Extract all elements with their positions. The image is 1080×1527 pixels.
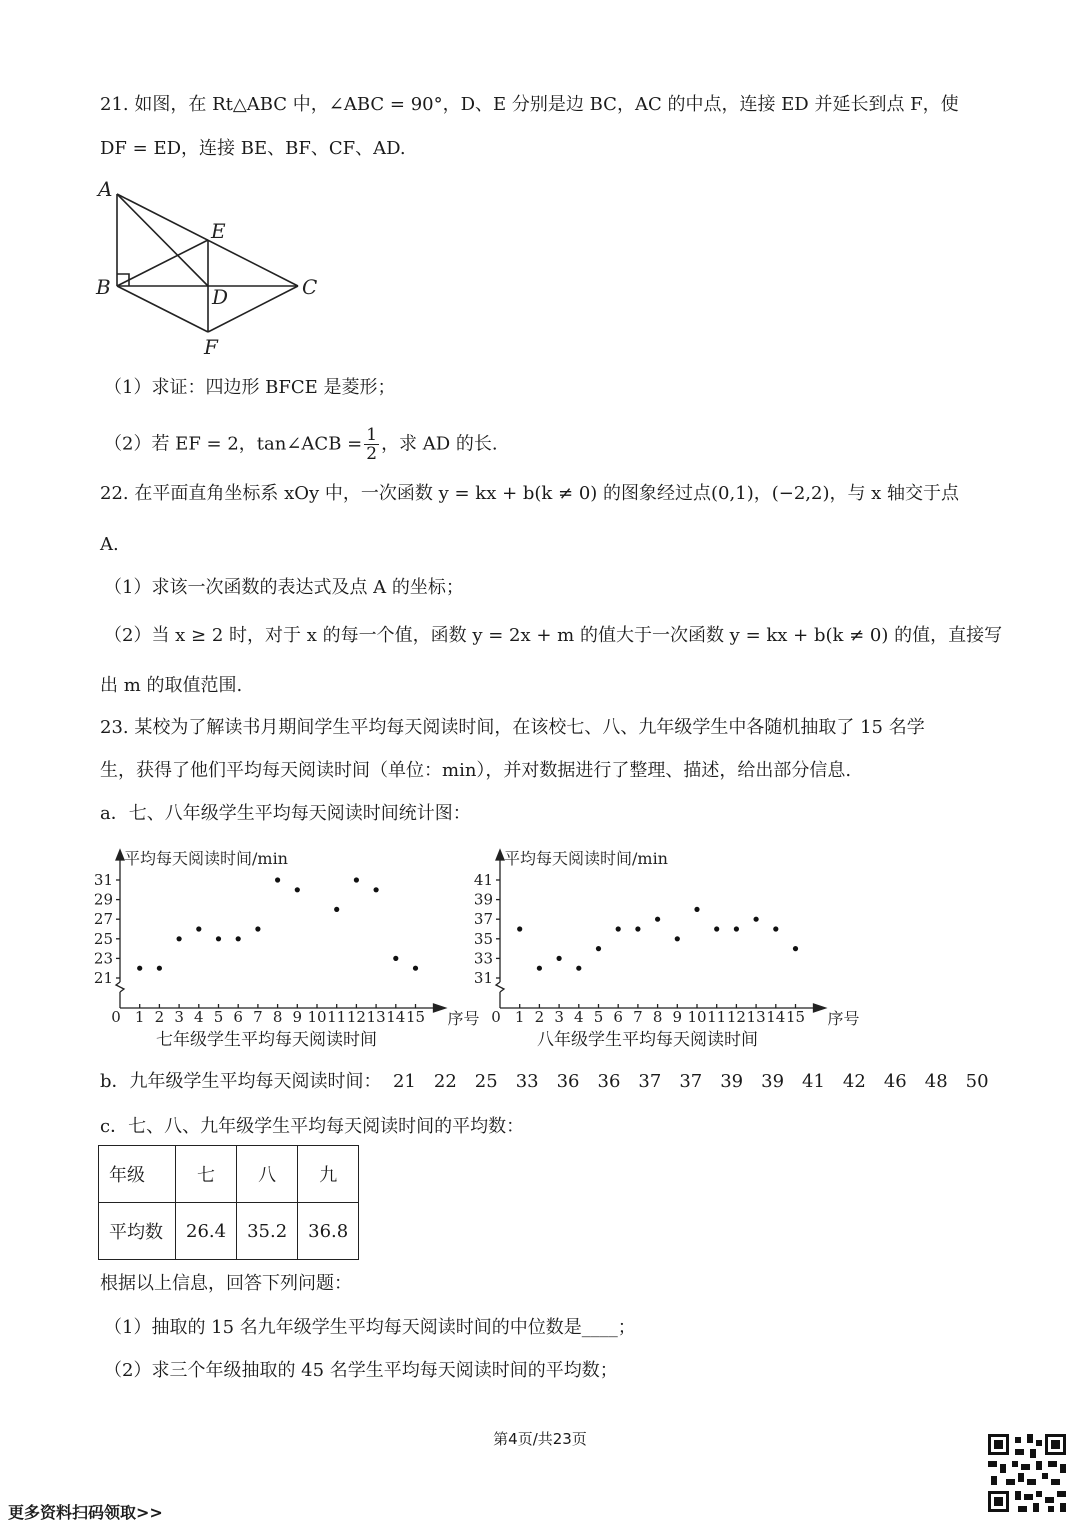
data-point (236, 936, 241, 941)
x-tick-label: 2 (534, 1008, 545, 1026)
y-axis-arrow (496, 850, 504, 860)
axes (116, 850, 446, 1012)
point-label-b: B (96, 275, 111, 299)
table-cell: 年级 (99, 1146, 176, 1203)
table-row (99, 1146, 359, 1203)
data-point (576, 966, 581, 971)
x-tick-label: 1 (514, 1008, 525, 1026)
segment-ad (117, 194, 208, 286)
y-axis-label: 平均每天阅读时间/min (124, 849, 288, 868)
q22-stem-line1: 22. 在平面直角坐标系 xOy 中，一次函数 y = kx + b(k ≠ 0) 的图象经过点(0,1)，(−2,2)，与 x 轴交于点 (100, 483, 960, 504)
x-tick-label: 8 (272, 1008, 283, 1026)
q22-part1: （1）求该一次函数的表达式及点 A 的坐标； (104, 577, 464, 598)
x-tick-label: 4 (574, 1008, 584, 1026)
q21-part2-pre: （2）若 EF = 2，tan∠ACB = (104, 433, 363, 455)
y-tick-label: 21 (93, 969, 113, 987)
x-tick-label: 5 (213, 1008, 224, 1026)
x-tick-label: 9 (292, 1008, 303, 1026)
y-tick-label: 23 (93, 949, 113, 968)
point-label-f: F (204, 335, 218, 359)
x-tick-label: 11 (707, 1008, 727, 1026)
data-point (216, 936, 221, 941)
axis-break-mark (116, 982, 124, 992)
y-tick-label: 33 (473, 949, 493, 968)
data-point (773, 926, 778, 931)
q21-part1: （1）求证：四边形 BFCE 是菱形； (104, 377, 396, 398)
point-label-a: A (98, 177, 113, 201)
x-tick-label: 2 (154, 1008, 165, 1026)
q23-b-label: b．九年级学生平均每天阅读时间： (100, 1071, 382, 1092)
data-point (137, 966, 142, 971)
more-resources-link[interactable]: 更多资料扫码领取>> (8, 1503, 163, 1522)
q23-b-line (100, 1070, 989, 1094)
y-tick-label: 31 (93, 871, 113, 889)
data-point (675, 936, 680, 941)
x-tick-label: 11 (327, 1008, 347, 1026)
data-point (754, 917, 759, 922)
x-tick-label: 0 (111, 1008, 121, 1026)
x-axis-label: 序号 (447, 1009, 480, 1028)
x-tick-label: 6 (233, 1008, 243, 1026)
grade8-chart-caption: 八年级学生平均每天阅读时间 (537, 1030, 758, 1050)
q21-stem-line2: DF = ED，连接 BE、BF、CF、AD. (100, 138, 406, 159)
average-table (98, 1145, 359, 1260)
data-point (196, 926, 201, 931)
x-axis-arrow (434, 1004, 446, 1012)
y-tick-label: 29 (93, 890, 113, 909)
q23-stem-line2: 生，获得了他们平均每天阅读时间（单位：min），并对数据进行了整理、描述，给出部分信息. (100, 760, 852, 781)
q23-part1: （1）抽取的 15 名九年级学生平均每天阅读时间的中位数是____； (104, 1317, 636, 1338)
data-point (734, 926, 739, 931)
fraction-numerator: 1 (366, 425, 378, 445)
data-point (714, 926, 719, 931)
geometry-figure (92, 176, 332, 366)
axis-break-mark (496, 982, 504, 992)
data-point (374, 887, 379, 892)
qr-code-icon[interactable] (988, 1434, 1066, 1512)
y-tick-label: 39 (473, 890, 493, 909)
grade8-chart-svg (473, 842, 860, 1028)
point-label-c: C (302, 275, 318, 299)
q23-part2: （2）求三个年级抽取的 45 名学生平均每天阅读时间的平均数； (104, 1360, 618, 1381)
y-tick-label: 25 (93, 929, 113, 948)
q21-part2 (104, 426, 498, 463)
data-point (537, 966, 542, 971)
x-tick-label: 8 (652, 1008, 663, 1026)
y-axis-arrow (116, 850, 124, 860)
x-tick-label: 9 (672, 1008, 683, 1026)
q22-part2-line1: （2）当 x ≥ 2 时，对于 x 的每一个值，函数 y = 2x + m 的值大于一次函数 y = kx + b(k ≠ 0) 的值，直接写 (104, 625, 1003, 646)
fraction-denominator: 2 (366, 444, 378, 464)
grade7-chart-caption: 七年级学生平均每天阅读时间 (156, 1030, 377, 1050)
table-cell: 平均数 (99, 1203, 176, 1260)
data-point (393, 956, 398, 961)
q23-stem-line1: 23. 某校为了解读书月期间学生平均每天阅读时间，在该校七、八、九年级学生中各随机抽取了 15 名学 (100, 717, 925, 738)
x-tick-label: 0 (491, 1008, 501, 1026)
q23-a-label: a．七、八年级学生平均每天阅读时间统计图： (100, 803, 471, 824)
x-tick-label: 3 (554, 1008, 564, 1026)
y-tick-label: 37 (473, 910, 493, 929)
data-point (655, 917, 660, 922)
table-cell: 七 (176, 1146, 237, 1203)
table-cell: 36.8 (298, 1203, 359, 1260)
fraction (364, 426, 379, 463)
x-tick-label: 4 (194, 1008, 204, 1026)
y-tick-label: 35 (473, 929, 493, 948)
x-axis-label: 序号 (827, 1009, 860, 1028)
grade7-scatter-chart (93, 842, 480, 1029)
y-tick-label: 27 (93, 910, 113, 929)
point-label-d: D (212, 285, 229, 309)
x-tick-label: 13 (746, 1008, 766, 1026)
q21-part2-post: ，求 AD 的长. (381, 433, 498, 455)
x-tick-label: 13 (366, 1008, 386, 1026)
x-tick-label: 12 (726, 1008, 746, 1026)
q22-stem-line2: A. (100, 534, 119, 555)
x-tick-label: 5 (593, 1008, 604, 1026)
table-cell: 九 (298, 1146, 359, 1203)
x-tick-label: 12 (346, 1008, 366, 1026)
data-point (255, 926, 260, 931)
x-axis-arrow (814, 1004, 826, 1012)
x-tick-label: 3 (174, 1008, 184, 1026)
x-tick-label: 14 (766, 1008, 786, 1026)
data-point (793, 946, 798, 951)
q23-c-label: c．七、八、九年级学生平均每天阅读时间的平均数： (100, 1116, 525, 1137)
x-tick-label: 15 (785, 1008, 806, 1026)
x-tick-label: 1 (134, 1008, 145, 1026)
q23-prompt: 根据以上信息，回答下列问题： (100, 1273, 352, 1294)
data-point (517, 926, 522, 931)
data-point (616, 926, 621, 931)
x-tick-label: 7 (253, 1008, 263, 1026)
data-point (157, 966, 162, 971)
q22-part2-line2: 出 m 的取值范围. (100, 675, 243, 696)
data-point (596, 946, 601, 951)
data-point (354, 877, 359, 882)
data-point (694, 907, 699, 912)
q21-stem-line1: 21. 如图，在 Rt△ABC 中，∠ABC = 90°，D、E 分别是边 BC，AC 的中点，连接 ED 并延长到点 F，使 (100, 94, 959, 115)
page-number: 第4页/共23页 (493, 1430, 587, 1448)
x-tick-label: 10 (687, 1008, 707, 1026)
table-cell: 35.2 (237, 1203, 298, 1260)
data-point (413, 966, 418, 971)
point-label-e: E (211, 219, 226, 243)
data-point (635, 926, 640, 931)
x-tick-label: 7 (633, 1008, 643, 1026)
data-point (177, 936, 182, 941)
table-cell: 26.4 (176, 1203, 237, 1260)
data-point (334, 907, 339, 912)
grade8-scatter-chart (473, 842, 860, 1029)
data-point (275, 877, 280, 882)
x-tick-label: 10 (307, 1008, 327, 1026)
y-tick-label: 41 (473, 871, 493, 889)
segment-bf (117, 286, 208, 332)
data-point (557, 956, 562, 961)
y-axis-label: 平均每天阅读时间/min (504, 849, 668, 868)
table-row (99, 1203, 359, 1260)
y-tick-label: 31 (473, 969, 493, 987)
segment-be (117, 240, 208, 286)
x-tick-label: 14 (386, 1008, 406, 1026)
x-tick-label: 15 (405, 1008, 426, 1026)
table-cell: 八 (237, 1146, 298, 1203)
q23-b-values: 21 22 25 33 36 36 37 37 39 39 41 42 46 48 50 (392, 1071, 989, 1092)
data-point (295, 887, 300, 892)
grade7-chart-svg (93, 842, 480, 1028)
x-tick-label: 6 (613, 1008, 623, 1026)
